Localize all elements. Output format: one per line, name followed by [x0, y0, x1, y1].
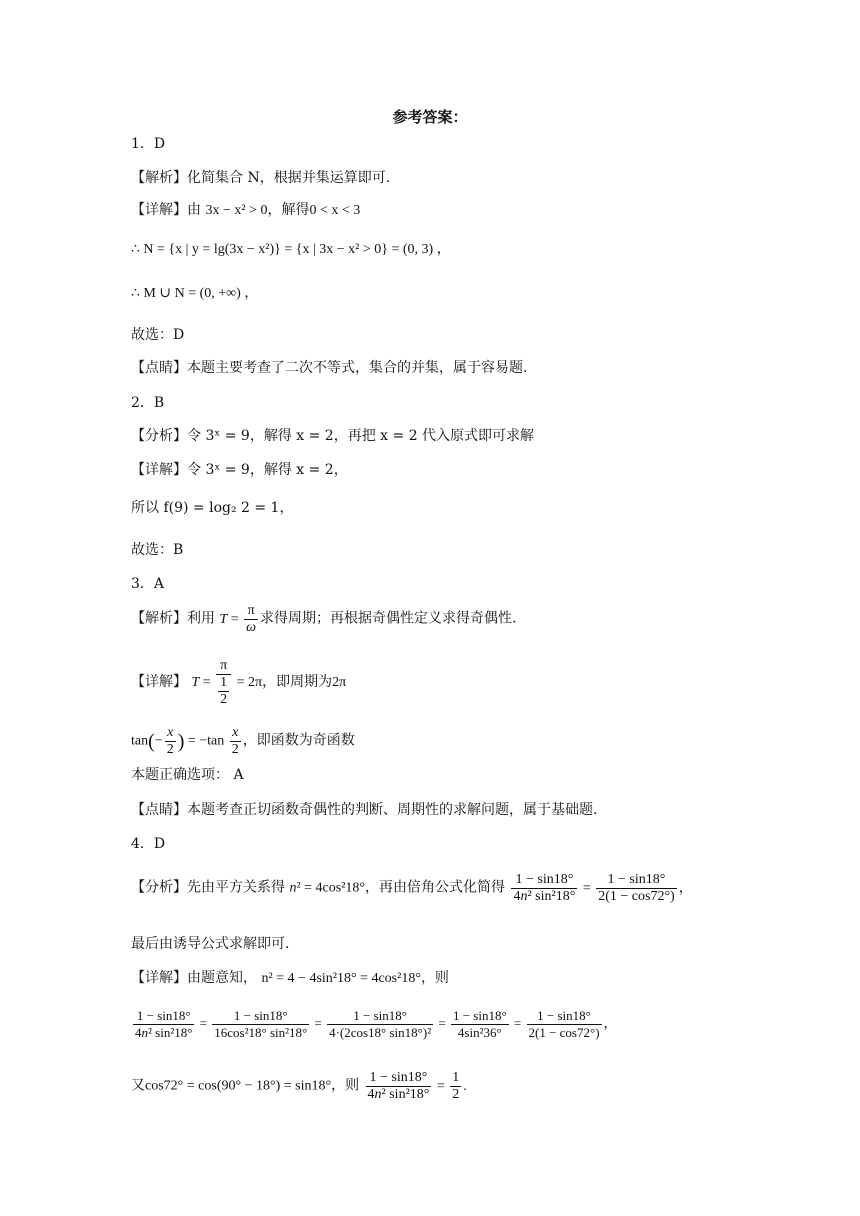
q1-analysis-tag: 【解析】 — [131, 170, 187, 186]
q1-analysis-text: 化简集合 N，根据并集运算即可. — [187, 170, 391, 186]
q3-period-fraction: $\frac{\pi}{\omega}$ — [246, 603, 257, 635]
q1-comment — [131, 358, 527, 378]
q2-number: 2．B — [131, 395, 165, 411]
q3-number: 3．A — [131, 576, 165, 592]
q2-detail — [131, 460, 348, 480]
q4-analysis-end: 最后由诱导公式求解即可. — [131, 936, 290, 952]
q3-comment — [131, 800, 597, 820]
q4-detail-pre: 由题意知， — [187, 970, 257, 986]
q4-detail-post: ，则 — [420, 970, 449, 986]
q1-comment-text: 本题主要考查了二次不等式，集合的并集，属于容易题. — [187, 360, 528, 376]
q1-solve-text: ，解得 — [267, 202, 310, 218]
q2-analysis — [131, 426, 534, 446]
q1-inequality: 3x − x² > 0 — [205, 203, 268, 218]
q2-detail-text: 令 3ˣ = 9，解得 x = 2， — [187, 462, 348, 478]
q1-set-n: ∴ N = {x | y = lg(3x − x²)} = {x | 3x − x² > 0} = (0, 3) ， — [131, 242, 451, 257]
q4-also-pre: 又 — [131, 1077, 145, 1094]
q4-analysis-pre: 先由平方关系得 — [187, 879, 285, 896]
q3-period-text: ，即周期为 — [262, 674, 333, 691]
q4-conclusion — [131, 1070, 467, 1103]
q3-odd-calc: tan(− $\frac{x}{2}$ ) = −tan $\frac{x}{2}$ ，即函数为奇函数 — [131, 725, 355, 757]
q3-period-value: 2π — [332, 675, 347, 691]
q3-answer: 本题正确选项： A — [131, 767, 244, 783]
q1-comment-tag: 【点睛】 — [131, 360, 187, 376]
q2-analysis-tag: 【分析】 — [131, 428, 187, 444]
q4-also-mid: ，则 — [331, 1077, 360, 1094]
q4-detail-eq: n² = 4 − 4sin²18° = 4cos²18° — [261, 971, 421, 986]
q1-solution: 0 < x < 3 — [309, 203, 361, 218]
q4-detail — [131, 968, 449, 989]
q4-analysis-mid: ，再由倍角公式化简得 — [365, 879, 506, 896]
q3-period-calc: T = π 1 2 = 2π — [191, 658, 263, 707]
q3-detail — [131, 658, 346, 708]
q3-analysis-post: 求得周期；再根据奇偶性定义求得奇偶性. — [260, 610, 517, 627]
q1-answer: 故选：D — [131, 327, 185, 343]
q4-final-value: $\frac{1 - \sin 18^\circ}{\text{4n² sin²18°}}$ = $\frac{1}{2}$ . — [367, 1070, 467, 1102]
q2-analysis-text: 令 3ˣ = 9，解得 x = 2，再把 x = 2 代入原式即可求解 — [187, 428, 535, 444]
q3-detail-tag: 【详解】 — [131, 674, 187, 691]
q1-detail-text: 由 — [187, 202, 201, 218]
q1-detail — [131, 200, 360, 221]
q3-comment-text: 本题考查正切函数奇偶性的判断、周期性的求解问题，属于基础题. — [187, 802, 598, 818]
q3-analysis — [131, 603, 517, 636]
q3-analysis-tag: 【解析】 — [131, 610, 187, 627]
q4-number: 4．D — [131, 836, 166, 852]
q4-simplify-formula: $\frac{1 - \sin 18^\circ}{\text{4n² sin²18°}}$ = $\frac{1 - \sin 18^\circ}{2(1 - \cos 72^\circ)}$ ， — [513, 872, 693, 904]
q2-detail-tag: 【详解】 — [131, 462, 187, 478]
q3-odd-text: ，即函数为奇函数 — [242, 732, 355, 749]
q3-analysis-pre: 利用 — [187, 610, 215, 627]
q2-result: 所以 f(9) = log₂ 2 = 1， — [131, 500, 294, 516]
q4-also-eq: cos72° = cos(90° − 18°) = sin18° — [145, 1078, 332, 1094]
q3-period-formula: T = $\frac{\pi}{\omega}$ — [219, 603, 257, 635]
q4-analysis: 【分析】先由平方关系得 n² = 4cos²18°，再由倍角公式化简得 $\frac{1 - \sin 18^\circ}{\text{4n² sin²18°}}$ = $\frac{1 - \sin 18^\circ}{2(1 - \cos 72^\circ)}$ ， — [131, 872, 693, 904]
q4-analysis-tag: 【分析】 — [131, 879, 187, 896]
q1-union: ∴ M ∪ N = (0, +∞) ， — [131, 286, 259, 301]
page-title: 参考答案： — [392, 108, 468, 126]
q4-derivation: $\frac{1 - \sin 18^\circ}{\text{4n² sin²18°}}$ = $\frac{1 - \sin 18^\circ}{\text{16cos²18° sin²18°}}$ = $\frac{1 - \sin 18^\circ}{\text{4·(2cos18° sin18°)²}}$ = $\frac{1 - \sin 18^\circ}{\text{4sin²36°}}$ = $\frac{1 - \sin 18^\circ}{2(1 - \cos 72^\circ)}$ ， — [135, 1008, 617, 1040]
q2-answer: 故选：B — [131, 542, 184, 558]
q4-detail-tag: 【详解】 — [131, 970, 187, 986]
q1-detail-tag: 【详解】 — [131, 202, 187, 218]
q3-comment-tag: 【点睛】 — [131, 802, 187, 818]
q1-analysis — [131, 168, 390, 188]
q1-number: 1．D — [131, 136, 166, 152]
